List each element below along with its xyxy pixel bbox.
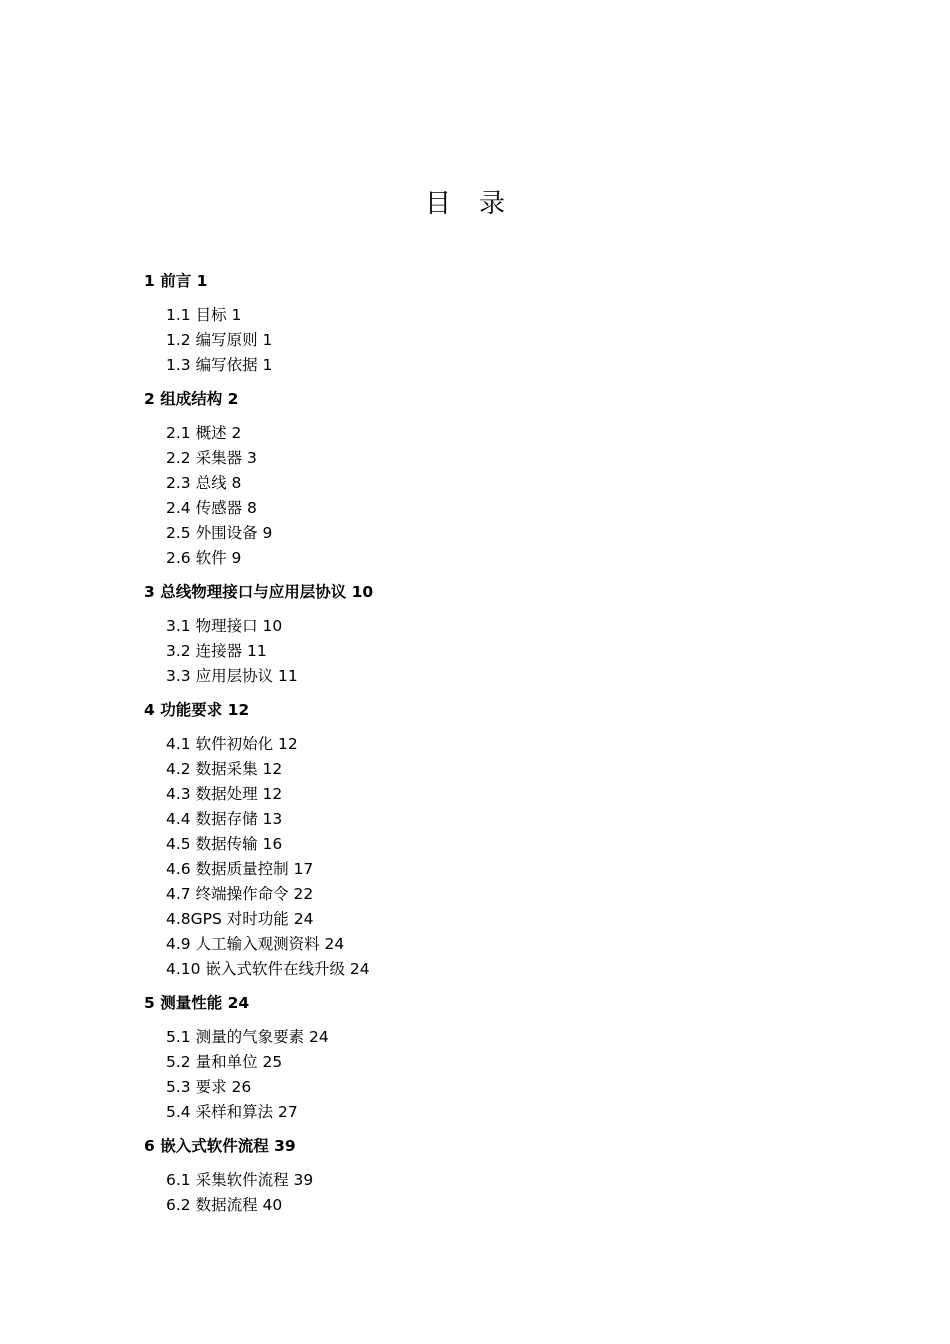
entry-number: 6.1 (166, 1171, 191, 1189)
entry-title: 嵌入式软件在线升级 (205, 960, 345, 978)
entry-number: 4.3 (166, 785, 191, 803)
entry-number: 2.4 (166, 499, 191, 517)
entry-title: 连接器 (195, 642, 243, 660)
section-page-number: 1 (196, 272, 208, 290)
entry-title: 人工输入观测资料 (195, 935, 320, 953)
section-page-number: 12 (227, 701, 250, 719)
entry-number: 1.1 (166, 306, 191, 324)
entry-number: 2.5 (166, 524, 191, 542)
entry-page-number: 11 (247, 642, 267, 660)
entry-page-number: 24 (324, 935, 345, 953)
entry-page-number: 1 (231, 306, 242, 324)
toc-entry[interactable] (144, 832, 844, 857)
entry-title: 总线 (195, 474, 227, 492)
entry-title: 数据流程 (195, 1196, 258, 1214)
toc-section-heading[interactable] (144, 269, 844, 293)
toc-entry[interactable] (144, 664, 844, 689)
entry-page-number: 9 (262, 524, 273, 542)
entry-page-number: 25 (262, 1053, 283, 1071)
entry-title: 应用层协议 (195, 667, 274, 685)
toc-entry[interactable] (144, 732, 844, 757)
entry-title: 量和单位 (195, 1053, 258, 1071)
section-title: 测量性能 (160, 994, 223, 1012)
section-title: 总线物理接口与应用层协议 (160, 583, 347, 601)
entry-number: 5.1 (166, 1028, 191, 1046)
table-of-contents (144, 269, 844, 1227)
toc-section (144, 1134, 844, 1218)
entry-page-number: 39 (293, 1171, 314, 1189)
toc-section-heading[interactable] (144, 387, 844, 411)
section-page-number: 10 (351, 583, 374, 601)
entry-title: 软件 (195, 549, 227, 567)
entry-number: 4.2 (166, 760, 191, 778)
toc-entry[interactable] (144, 932, 844, 957)
entry-number: 2.2 (166, 449, 191, 467)
entry-number: 6.2 (166, 1196, 191, 1214)
toc-entry[interactable] (144, 1025, 844, 1050)
entry-title: 概述 (195, 424, 227, 442)
section-title: 功能要求 (160, 701, 223, 719)
toc-entry[interactable] (144, 471, 844, 496)
entry-number: 1.2 (166, 331, 191, 349)
entry-number: 4.5 (166, 835, 191, 853)
entry-number: 4.8 (166, 910, 191, 928)
toc-section-heading[interactable] (144, 1134, 844, 1158)
entry-title: 采集器 (195, 449, 243, 467)
toc-entry[interactable] (144, 957, 844, 982)
toc-section (144, 387, 844, 571)
entry-page-number: 1 (262, 356, 273, 374)
entry-title: 目标 (195, 306, 227, 324)
toc-entry[interactable] (144, 303, 844, 328)
entry-title: 外围设备 (195, 524, 258, 542)
entry-title: 数据传输 (195, 835, 258, 853)
entry-title: 测量的气象要素 (195, 1028, 305, 1046)
entry-number: 3.2 (166, 642, 191, 660)
entry-page-number: 3 (247, 449, 257, 467)
toc-entry[interactable] (144, 1075, 844, 1100)
section-number: 2 (144, 390, 155, 408)
entry-title: 采样和算法 (195, 1103, 274, 1121)
toc-section-heading[interactable] (144, 698, 844, 722)
entry-title: 采集软件流程 (195, 1171, 289, 1189)
toc-entry[interactable] (144, 857, 844, 882)
entry-title: 编写依据 (195, 356, 258, 374)
entry-number: 4.9 (166, 935, 191, 953)
toc-entry[interactable] (144, 807, 844, 832)
entry-number: 5.3 (166, 1078, 191, 1096)
entry-number: 2.3 (166, 474, 191, 492)
entry-page-number: 24 (349, 960, 370, 978)
entry-number: 5.2 (166, 1053, 191, 1071)
entry-title: 物理接口 (195, 617, 258, 635)
entry-number: 3.3 (166, 667, 191, 685)
toc-section-heading[interactable] (144, 580, 844, 604)
entry-page-number: 1 (262, 331, 273, 349)
entry-number: 4.7 (166, 885, 191, 903)
toc-entry[interactable] (144, 446, 844, 471)
toc-entry[interactable] (144, 614, 844, 639)
entry-page-number: 12 (262, 760, 283, 778)
entry-number: 4.10 (166, 960, 201, 978)
section-number: 6 (144, 1137, 155, 1155)
entry-page-number: 9 (231, 549, 242, 567)
entry-page-number: 22 (293, 885, 314, 903)
section-title: 前言 (160, 272, 192, 290)
entry-title: 数据采集 (195, 760, 258, 778)
entry-number: 1.3 (166, 356, 191, 374)
entry-number: 3.1 (166, 617, 191, 635)
entry-number: 5.4 (166, 1103, 191, 1121)
toc-entry[interactable] (144, 421, 844, 446)
toc-section (144, 991, 844, 1125)
entry-page-number: 12 (262, 785, 283, 803)
toc-section (144, 580, 844, 689)
section-number: 3 (144, 583, 155, 601)
toc-entry[interactable] (144, 639, 844, 664)
entry-title: GPS 对时功能 (190, 910, 289, 928)
toc-section-heading[interactable] (144, 991, 844, 1015)
toc-section (144, 698, 844, 982)
entry-number: 4.4 (166, 810, 191, 828)
entry-page-number: 13 (262, 810, 283, 828)
entry-number: 4.1 (166, 735, 191, 753)
entry-page-number: 24 (293, 910, 314, 928)
section-number: 1 (144, 272, 155, 290)
toc-entry[interactable] (144, 1193, 844, 1218)
toc-entry[interactable] (144, 1050, 844, 1075)
entry-page-number: 10 (262, 617, 283, 635)
entry-title: 编写原则 (195, 331, 258, 349)
entry-number: 2.6 (166, 549, 191, 567)
entry-page-number: 16 (262, 835, 283, 853)
section-page-number: 39 (274, 1137, 296, 1155)
toc-entry[interactable] (144, 353, 844, 378)
entry-title: 数据处理 (195, 785, 258, 803)
entry-title: 传感器 (195, 499, 243, 517)
entry-page-number: 11 (278, 667, 298, 685)
entry-page-number: 8 (231, 474, 242, 492)
section-page-number: 24 (227, 994, 250, 1012)
entry-page-number: 17 (293, 860, 314, 878)
toc-entry[interactable] (144, 328, 844, 353)
entry-page-number: 40 (262, 1196, 283, 1214)
entry-number: 4.6 (166, 860, 191, 878)
toc-title-char: 目 (424, 189, 451, 219)
toc-entry[interactable] (144, 1168, 844, 1193)
section-title: 组成结构 (160, 390, 223, 408)
entry-title: 终端操作命令 (195, 885, 289, 903)
entry-title: 数据存储 (195, 810, 258, 828)
entry-title: 软件初始化 (195, 735, 274, 753)
toc-title (0, 183, 930, 220)
toc-entry[interactable] (144, 521, 844, 546)
toc-title-char: 录 (479, 189, 506, 219)
entry-title: 要求 (195, 1078, 227, 1096)
entry-page-number: 27 (278, 1103, 298, 1121)
toc-entry[interactable] (144, 1100, 844, 1125)
entry-page-number: 26 (231, 1078, 252, 1096)
toc-entry[interactable] (144, 782, 844, 807)
entry-page-number: 2 (231, 424, 242, 442)
toc-section (144, 269, 844, 378)
entry-page-number: 24 (309, 1028, 329, 1046)
toc-entry[interactable] (144, 496, 844, 521)
section-title: 嵌入式软件流程 (160, 1137, 269, 1155)
entry-page-number: 12 (278, 735, 298, 753)
section-page-number: 2 (227, 390, 239, 408)
toc-entry[interactable] (144, 757, 844, 782)
entry-title: 数据质量控制 (195, 860, 289, 878)
entry-page-number: 8 (247, 499, 257, 517)
section-number: 5 (144, 994, 155, 1012)
toc-entry[interactable] (144, 907, 844, 932)
toc-entry[interactable] (144, 546, 844, 571)
section-number: 4 (144, 701, 155, 719)
entry-number: 2.1 (166, 424, 191, 442)
toc-entry[interactable] (144, 882, 844, 907)
